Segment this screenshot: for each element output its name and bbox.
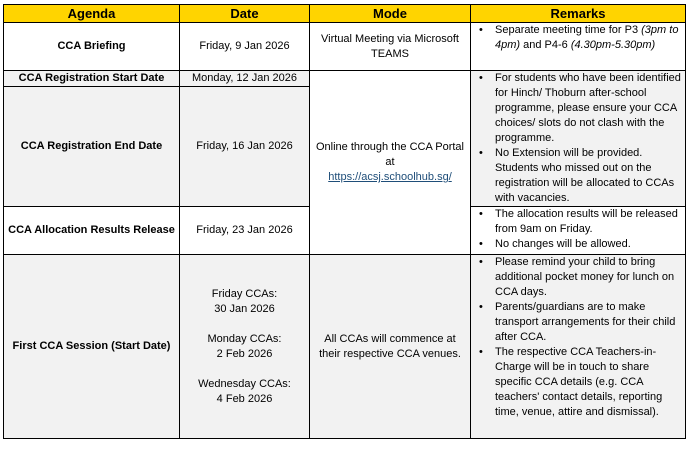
agenda-cell: First CCA Session (Start Date) — [4, 255, 180, 439]
mode-cell-online — [310, 71, 471, 255]
bullet-icon: • — [479, 208, 483, 220]
table-row — [4, 23, 686, 71]
remarks-list — [475, 71, 681, 206]
agenda-cell: CCA Allocation Results Release — [4, 207, 180, 255]
agenda-cell: CCA Briefing — [4, 23, 180, 71]
table-row — [4, 255, 686, 439]
date-cell: Monday, 12 Jan 2026 — [180, 71, 310, 87]
header-mode: Mode — [310, 5, 471, 23]
remarks-cell — [471, 207, 686, 255]
mode-cell: Virtual Meeting via Microsoft TEAMS — [310, 23, 471, 71]
bullet-icon: • — [479, 346, 483, 358]
date-cell: Friday, 16 Jan 2026 — [180, 87, 310, 207]
cca-schedule-table — [3, 4, 686, 439]
bullet-icon: • — [479, 147, 483, 159]
bullet-icon: • — [479, 238, 483, 250]
agenda-cell: CCA Registration Start Date — [4, 71, 180, 87]
list-item: • Please remind your child to bring additional pocket money for lunch on CCA days. — [479, 256, 675, 298]
list-item: • Parents/guardians are to make transport arrangements for their child after CCA. — [479, 301, 676, 343]
date-group-wednesday: Wednesday CCAs: 4 Feb 2026 — [198, 377, 291, 405]
remark-text: Separate meeting time for P3 — [495, 24, 642, 36]
bullet-icon: • — [479, 72, 483, 84]
date-group-friday: Friday CCAs: 30 Jan 2026 — [211, 287, 278, 315]
remarks-cell — [471, 71, 686, 207]
date-group-monday: Monday CCAs: 2 Feb 2026 — [207, 332, 282, 360]
mode-cell: All CCAs will commence at their respective CCA venues. — [310, 255, 471, 439]
remark-time-p46: (4.30pm-5.30pm) — [570, 39, 656, 51]
agenda-cell: CCA Registration End Date — [4, 87, 180, 207]
cca-portal-link[interactable]: https://acsj.schoolhub.sg/ — [328, 171, 452, 183]
bullet-icon: • — [479, 256, 483, 268]
header-date: Date — [180, 5, 310, 23]
list-item: • The allocation results will be released from 9am on Friday. — [479, 208, 678, 235]
remarks-list — [475, 255, 681, 420]
header-remarks: Remarks — [471, 5, 686, 23]
header-agenda: Agenda — [4, 5, 180, 23]
remark-time-p3: (3pm to 4pm) — [495, 24, 679, 51]
date-cell — [180, 255, 310, 439]
table-row — [4, 71, 686, 87]
date-cell: Friday, 23 Jan 2026 — [180, 207, 310, 255]
list-item: • The respective CCA Teachers-in-Charge will be in touch to share specific CCA details (e.g. CCA teachers' contact details, reporting time, venue, attire and dismissal). — [479, 346, 663, 418]
remark-text-mid: and P4-6 — [520, 39, 571, 51]
list-item: • No changes will be allowed. — [479, 238, 631, 250]
date-cell: Friday, 9 Jan 2026 — [180, 23, 310, 71]
remarks-cell — [471, 255, 686, 439]
remarks-list — [475, 23, 681, 53]
remarks-list — [475, 207, 681, 252]
remarks-cell — [471, 23, 686, 71]
list-item — [475, 23, 681, 53]
mode-text: Online through the CCA Portal at — [316, 141, 464, 168]
bullet-icon: • — [479, 24, 483, 36]
header-row — [4, 5, 686, 23]
list-item: • For students who have been identified for Hinch/ Thoburn after-school programme, please ensure your CCA choices/ slots do not clash with the programme. — [479, 72, 681, 144]
list-item: • No Extension will be provided. Students who missed out on the registration will be allocated to CCAs with vacancies. — [479, 147, 675, 204]
bullet-icon: • — [479, 301, 483, 313]
